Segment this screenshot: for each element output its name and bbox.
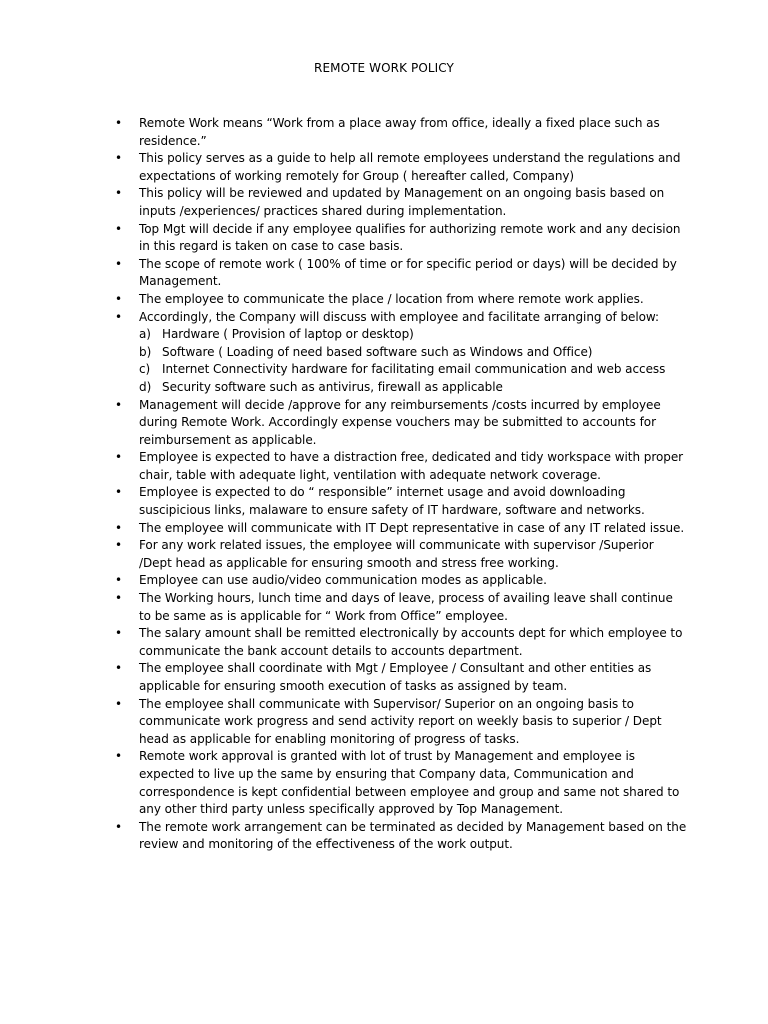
policy-item [115,625,687,660]
bullet-icon: • [115,450,123,465]
bullet-icon: • [115,256,123,271]
policy-list [115,115,687,854]
bullet-icon: • [115,309,123,324]
policy-item-text: The salary amount shall be remitted electronically by accounts dept for which employee to communicate the bank account details to accounts department. [139,626,683,658]
bullet-icon: • [115,116,123,130]
sub-list-item [139,379,687,397]
policy-item [115,660,687,695]
policy-item [115,115,687,150]
bullet-icon: • [115,397,123,412]
bullet-icon: • [115,749,123,764]
policy-item-text: This policy will be reviewed and updated by Management on an ongoing basis based on inputs /experiences/ practices shared during implementation. [139,186,665,218]
policy-item [115,819,687,854]
policy-item [115,696,687,749]
policy-item [115,449,687,484]
policy-item [115,221,687,256]
bullet-icon: • [115,661,123,676]
policy-item-text: The employee to communicate the place / location from where remote work applies. [139,291,644,306]
policy-item [115,309,687,397]
policy-item [115,291,687,309]
bullet-icon: • [115,186,123,201]
policy-item-text: Top Mgt will decide if any employee qualifies for authorizing remote work and any decision in this regard is taken on case to case basis. [139,221,681,254]
sub-item-text: Software ( Loading of need based software such as Windows and Office) [162,344,593,359]
policy-item-text: Management will decide /approve for any reimbursements /costs incurred by employee during Remote Work. Accordingly expense vouchers may be submitted to accounts for reimbursement as applicable. [139,397,661,447]
bullet-icon: • [115,485,123,500]
policy-item-text: Employee is expected to have a distraction free, dedicated and tidy workspace with proper chair, table with adequate light, ventilation with adequate network coverage. [139,450,684,482]
sub-item-marker: a) [139,327,151,342]
bullet-icon: • [115,151,123,166]
policy-item [115,572,687,590]
sub-item-text: Hardware ( Provision of laptop or desktop) [162,327,414,342]
sub-list-item [139,326,687,344]
sub-list-item [139,344,687,362]
bullet-icon: • [115,591,123,606]
policy-item-text: Employee can use audio/video communication modes as applicable. [139,573,547,588]
bullet-icon: • [115,626,123,641]
policy-item-text: Remote work approval is granted with lot of trust by Management and employee is expected to live up the same by ensuring that Company data, Communication and correspondence is kept confidential between employee and group and same not shared to any other third party unless specifically approved by Top Management. [139,749,680,817]
bullet-icon: • [115,291,123,306]
policy-item [115,748,687,818]
sub-item-text: Internet Connectivity hardware for facilitating email communication and web access [162,362,666,377]
policy-item [115,520,687,538]
bullet-icon: • [115,221,123,236]
policy-item-text: Employee is expected to do “ responsible” internet usage and avoid downloading suscipicious links, malaware to ensure safety of IT hardware, software and networks. [139,485,645,518]
policy-item-text: Accordingly, the Company will discuss with employee and facilitate arranging of below: [139,309,660,324]
document-title: REMOTE WORK POLICY [314,61,454,75]
bullet-icon: • [115,538,123,553]
bullet-icon: • [115,520,123,535]
policy-item-text: The scope of remote work ( 100% of time or for specific period or days) will be decided by Management. [139,256,677,289]
bullet-icon: • [115,819,123,834]
sub-item-text: Security software such as antivirus, firewall as applicable [162,379,503,394]
bullet-icon: • [115,696,123,711]
sub-item-marker: c) [139,362,151,377]
policy-item [115,537,687,572]
policy-item-text: Remote Work means “Work from a place away from office, ideally a fixed place such as residence.” [139,116,660,148]
policy-item-text: The employee shall communicate with Supervisor/ Superior on an ongoing basis to communicate work progress and send activity report on weekly basis to superior / Dept head as applicable for enabling monitoring of progress of tasks. [139,696,662,746]
sub-item-marker: b) [139,344,152,359]
policy-item-text: The Working hours, lunch time and days of leave, process of availing leave shall continue to be same as is applicable for “ Work from Office” employee. [139,591,673,623]
sub-list-item [139,361,687,379]
policy-item-text: The employee will communicate with IT Dept representative in case of any IT related issue. [139,520,685,535]
bullet-icon: • [115,573,123,588]
policy-item [115,150,687,185]
policy-item [115,185,687,220]
policy-item-text: This policy serves as a guide to help all remote employees understand the regulations and expectations of working remotely for Group ( hereafter called, Company) [139,151,681,183]
policy-item-text: The remote work arrangement can be terminated as decided by Management based on the review and monitoring of the effectiveness of the work output. [139,819,687,852]
policy-item-text: The employee shall coordinate with Mgt / Employee / Consultant and other entities as applicable for ensuring smooth execution of tasks as assigned by team. [139,661,652,693]
policy-item [115,256,687,291]
policy-item [115,484,687,519]
sub-item-marker: d) [139,379,152,394]
policy-item [115,397,687,450]
policy-item-text: For any work related issues, the employee will communicate with supervisor /Superior /Dept head as applicable for ensuring smooth and stress free working. [139,538,654,570]
sub-list [139,326,687,396]
policy-item [115,590,687,625]
